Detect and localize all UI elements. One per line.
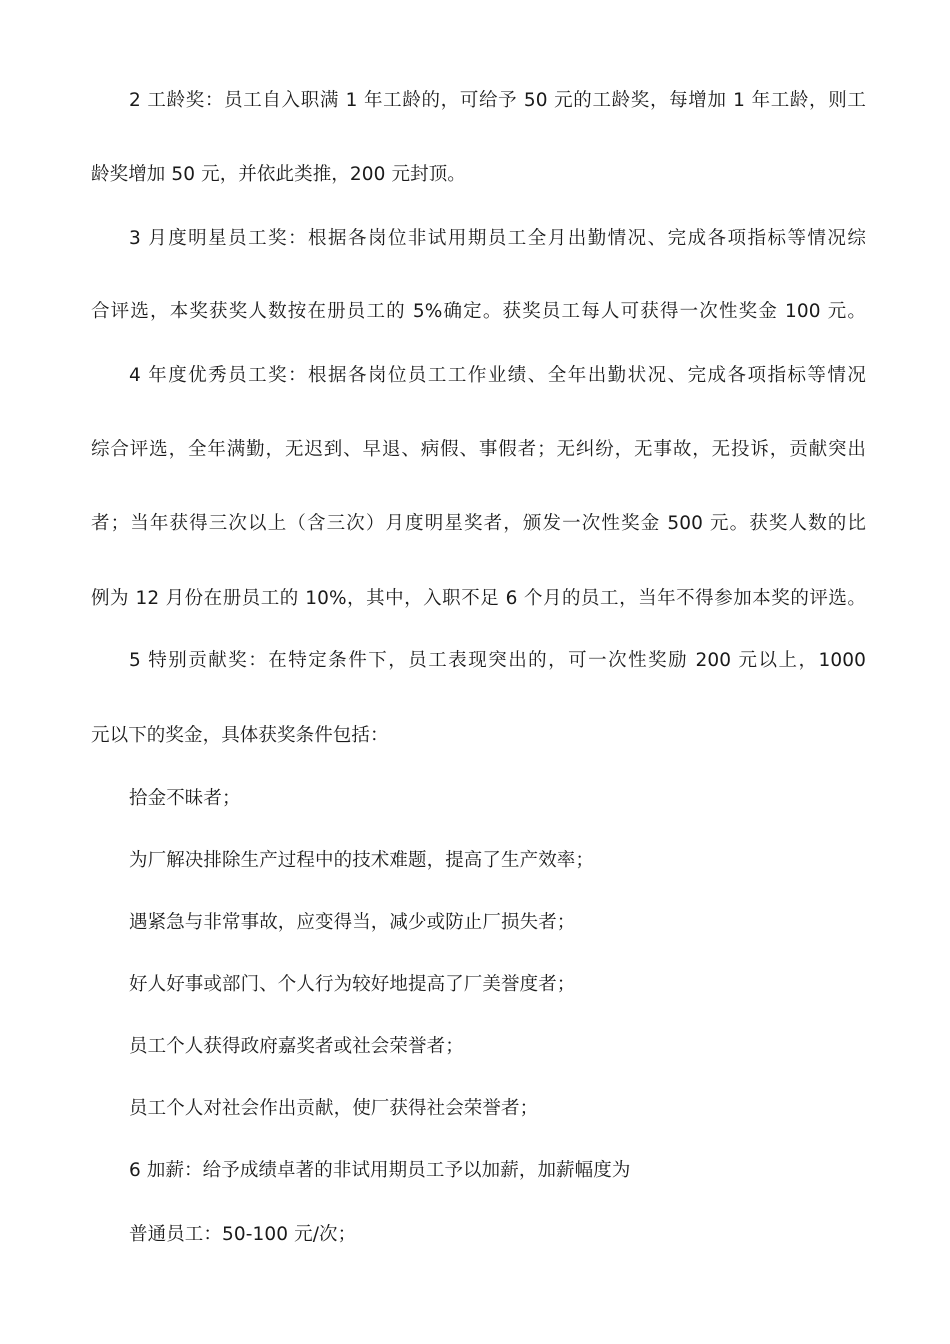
paragraph-3-line-1: 3 月度明星员工奖：根据各岗位非试用期员工全月出勤情况、完成各项指标等情况综 (129, 228, 866, 249)
condition-item: 拾金不昧者； (129, 788, 241, 809)
condition-item: 好人好事或部门、个人行为较好地提高了厂美誉度者； (129, 974, 576, 995)
condition-item: 员工个人获得政府嘉奖者或社会荣誉者； (129, 1036, 464, 1057)
paragraph-6-line-1: 6 加薪：给予成绩卓著的非试用期员工予以加薪，加薪幅度为 (129, 1160, 631, 1181)
condition-item: 遇紧急与非常事故，应变得当，减少或防止厂损失者； (129, 912, 576, 933)
paragraph-2-line-2: 龄奖增加 50 元，并依此类推，200 元封顶。 (91, 164, 466, 185)
paragraph-5-line-2: 元以下的奖金，具体获奖条件包括： (91, 725, 389, 746)
paragraph-2-line-1: 2 工龄奖：员工自入职满 1 年工龄的，可给予 50 元的工龄奖，每增加 1 年工龄，则工 (129, 90, 866, 111)
paragraph-4-line-2: 综合评选，全年满勤，无迟到、早退、病假、事假者；无纠纷，无事故，无投诉，贡献突出 (91, 439, 866, 460)
paragraph-4-line-1: 4 年度优秀员工奖：根据各岗位员工工作业绩、全年出勤状况、完成各项指标等情况 (129, 365, 866, 386)
condition-item: 为厂解决排除生产过程中的技术难题，提高了生产效率； (129, 850, 595, 871)
paragraph-3-line-2: 合评选，本奖获奖人数按在册员工的 5%确定。获奖员工每人可获得一次性奖金 100 元。 (91, 301, 866, 322)
paragraph-4-line-4: 例为 12 月份在册员工的 10%，其中，入职不足 6 个月的员工，当年不得参加本奖的评选。 (91, 588, 866, 609)
condition-item: 员工个人对社会作出贡献，使厂获得社会荣誉者； (129, 1098, 539, 1119)
paragraph-4-line-3: 者；当年获得三次以上（含三次）月度明星奖者，颁发一次性奖金 500 元。获奖人数的比 (91, 513, 866, 534)
paragraph-5-line-1: 5 特别贡献奖：在特定条件下，员工表现突出的，可一次性奖励 200 元以上，1000 (129, 650, 866, 671)
salary-raise-item: 普通员工：50-100 元/次； (129, 1224, 357, 1245)
